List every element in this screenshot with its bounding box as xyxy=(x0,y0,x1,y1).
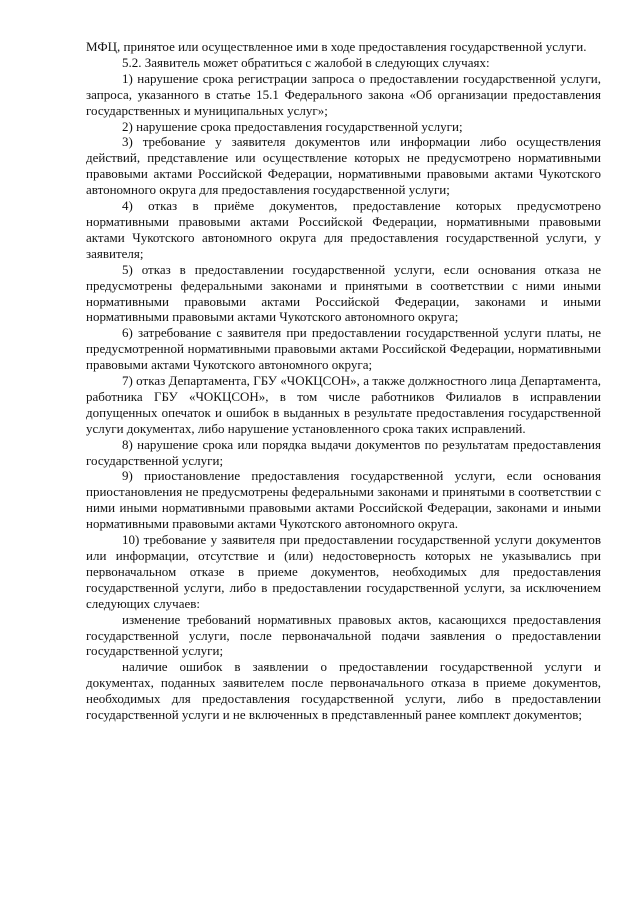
exception-case-2: наличие ошибок в заявлении о предоставлении государственной услуги и документах, поданных заявителем после первоначального отказа в приеме документов, необходимых для предоставления государственной услуги, либо в предоставлении государственной услуги и не включенных в представленный ранее комплект документов; xyxy=(86,659,601,723)
list-item-7: 7) отказ Департамента, ГБУ «ЧОКЦСОН», а также должностного лица Департамента, работника ГБУ «ЧОКЦСОН», в том числе работников Филиалов в исправлении допущенных опечаток и ошибок в выданных в результате предоставления государственной услуги документах, либо нарушение установленного срока таких исправлений. xyxy=(86,373,601,436)
paragraph-continuation: МФЦ, принятое или осуществленное ими в ходе предоставления государственной услуги. xyxy=(86,39,587,54)
list-item-5: 5) отказ в предоставлении государственной услуги, если основания отказа не предусмотрены федеральными законами и принятыми в соответствии с ними иными нормативными правовыми актами Российской Федерации, законами и иными нормативными правовыми актами Чукотского автономного округа; xyxy=(86,261,601,325)
document-page xyxy=(86,39,601,723)
paragraph-5-2-heading: 5.2. Заявитель может обратиться с жалобой в следующих случаях: xyxy=(122,54,490,70)
list-item-2: 2) нарушение срока предоставления государственной услуги; xyxy=(122,118,463,134)
exception-case-1: изменение требований нормативных правовых актов, касающихся предоставления государственной услуги, после первоначальной подачи заявления о предоставлении государственной услуги; xyxy=(86,611,601,659)
list-item-1: 1) нарушение срока регистрации запроса о предоставлении государственной услуги, запроса, указанного в статье 15.1 Федерального закона «Об организации предоставления государственных и муниципальных услуг»; xyxy=(86,70,601,118)
list-item-6: 6) затребование с заявителя при предоставлении государственной услуги платы, не предусмотренной нормативными правовыми актами Российской Федерации, нормативными правовыми актами Чукотского автономного округа; xyxy=(86,325,601,373)
list-item-8: 8) нарушение срока или порядка выдачи документов по результатам предоставления государственной услуги; xyxy=(86,436,601,468)
list-item-4: 4) отказ в приёме документов, предоставление которых предусмотрено нормативными правовыми актами Российской Федерации, нормативными правовыми актами Чукотского автономного округа для предоставления государственной услуги, у заявителя; xyxy=(86,198,601,261)
list-item-3: 3) требование у заявителя документов или информации либо осуществления действий, представление или осуществление которых не предусмотрено нормативными правовыми актами Российской Федерации, нормативными правовыми актами Чукотского автономного округа для предоставления государственной услуги; xyxy=(86,134,601,198)
list-item-10: 10) требование у заявителя при предоставлении государственной услуги документов или информации, отсутствие и (или) недостоверность которых не указывались при первоначальном отказе в приеме документов, необходимых для предоставления государственной услуги, либо в предоставлении государственной услуги, за исключением следующих случаев: xyxy=(86,532,601,611)
list-item-9: 9) приостановление предоставления государственной услуги, если основания приостановления не предусмотрены федеральными законами и принятыми в соответствии с ними иными нормативными правовыми актами Российской Федерации, законами и иными нормативными правовыми актами Чукотского автономного округа. xyxy=(86,468,601,532)
